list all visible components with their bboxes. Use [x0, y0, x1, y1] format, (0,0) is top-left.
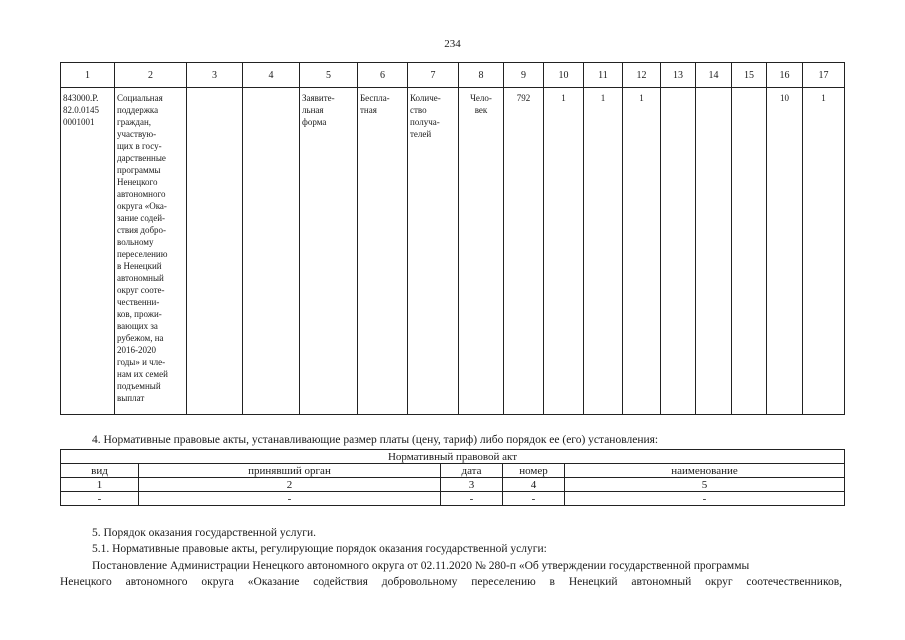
- column-header-authority: принявший орган: [139, 464, 441, 478]
- column-number-row: [61, 63, 845, 88]
- page-number: 234: [444, 38, 461, 50]
- column-number: 14: [696, 63, 732, 88]
- body-text-line: Ненецкого автономного округа «Оказание содействия добровольному переселению в Ненецкий автономный округ соотечественников,: [60, 576, 842, 588]
- column-number: 11: [584, 63, 623, 88]
- table-row: [61, 492, 845, 506]
- column-index: 1: [61, 478, 139, 492]
- header-row: [61, 464, 845, 478]
- section-5-title: 5. Порядок оказания государственной услуги.: [92, 527, 316, 539]
- table-cell: [732, 88, 766, 92]
- table-cell: -: [565, 492, 845, 506]
- table-cell: -: [441, 492, 503, 506]
- okei-code-cell: 792: [516, 93, 531, 103]
- column-index: 5: [565, 478, 845, 492]
- table-cell: [187, 88, 242, 92]
- value-cell: 1: [561, 93, 566, 103]
- column-number: 3: [187, 63, 243, 88]
- group-header-row: [61, 450, 845, 464]
- provision-form-cell: Заявите- льная форма: [302, 93, 335, 127]
- column-number: 5: [300, 63, 358, 88]
- column-index: 3: [441, 478, 503, 492]
- service-name-cell: Социальная поддержка граждан, участвую- щих в госу- дарственные программы Ненецкого автономного округа «Ока- зание содей- ствия добро- вольному переселению в Ненецкий автономный округ соотe- чественни- ков, прожи- вающих за рубежом, на 2016-2020 годы» и чле- нам их семей подъемный выплат: [117, 93, 168, 403]
- service-indicator-table: [60, 62, 845, 415]
- column-index: 4: [503, 478, 565, 492]
- body-text-line: Постановление Администрации Ненецкого автономного округа от 02.11.2020 № 280-п «Об утверждении государственной программы: [92, 560, 750, 572]
- column-index: 2: [139, 478, 441, 492]
- value-cell: 1: [639, 93, 644, 103]
- column-header-date: дата: [441, 464, 503, 478]
- column-number: 15: [732, 63, 767, 88]
- column-number: 7: [408, 63, 459, 88]
- column-header-name: наименование: [565, 464, 845, 478]
- column-number: 1: [61, 63, 115, 88]
- column-header-type: вид: [61, 464, 139, 478]
- unit-cell: Чело- век: [470, 93, 492, 115]
- column-number: 16: [767, 63, 803, 88]
- deviation-absolute-cell: 1: [821, 93, 826, 103]
- column-number: 6: [358, 63, 408, 88]
- value-cell: 1: [600, 93, 606, 103]
- table-row: [61, 88, 845, 415]
- column-number: 12: [623, 63, 661, 88]
- legal-acts-table: [60, 449, 845, 506]
- table-cell: -: [61, 492, 139, 506]
- table-cell: [243, 88, 299, 92]
- table-cell: [661, 88, 695, 92]
- column-number: 10: [544, 63, 584, 88]
- section-4-title: 4. Нормативные правовые акты, устанавливающие размер платы (цену, тариф) либо порядок ее (его) установления:: [92, 434, 659, 446]
- payment-cell: Беспла- тная: [360, 93, 390, 115]
- column-number: 17: [803, 63, 845, 88]
- column-number: 4: [243, 63, 300, 88]
- column-number: 8: [459, 63, 504, 88]
- deviation-percent-cell: 10: [780, 93, 789, 103]
- table-cell: -: [139, 492, 441, 506]
- group-header: Нормативный правовой акт: [61, 450, 845, 464]
- column-number: 9: [504, 63, 544, 88]
- table-cell: [696, 88, 731, 92]
- column-header-number: номер: [503, 464, 565, 478]
- section-5-1-title: 5.1. Нормативные правовые акты, регулирующие порядок оказания государственной услуги:: [92, 543, 547, 555]
- column-index-row: [61, 478, 845, 492]
- indicator-name-cell: Количе- ство получа- телей: [410, 93, 441, 139]
- column-number: 2: [115, 63, 187, 88]
- column-number: 13: [661, 63, 696, 88]
- registry-number-cell: 843000.Р. 82.0.0145 0001001: [63, 93, 99, 127]
- table-cell: -: [503, 492, 565, 506]
